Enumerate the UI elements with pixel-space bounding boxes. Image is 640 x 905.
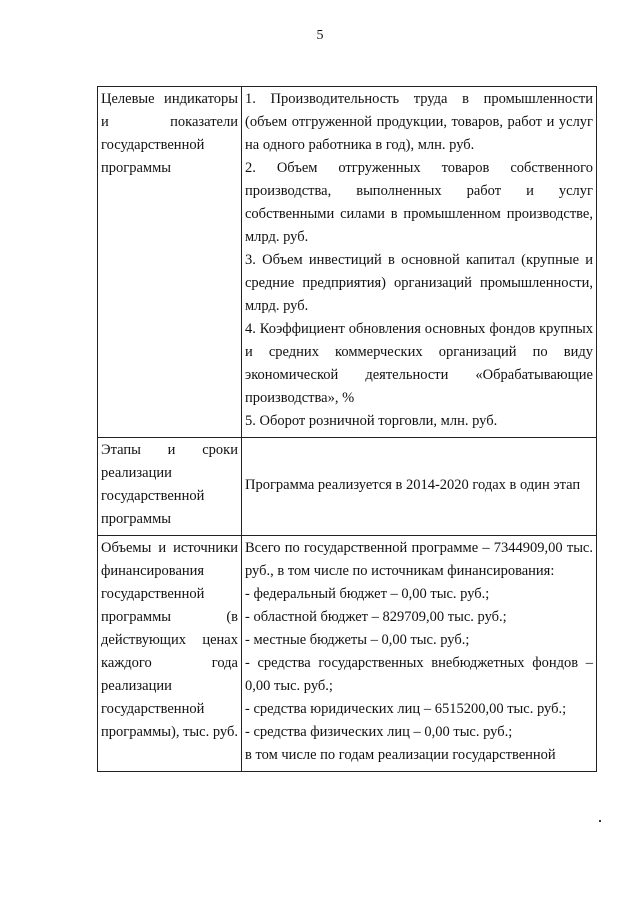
table-row-stages xyxy=(98,438,597,536)
row-label-target-indicators: Целевые индикаторы и показатели государственной программы xyxy=(98,87,242,438)
indicator-item: 4. Коэффициент обновления основных фондов крупных и средних коммерческих организаций по виду экономической деятельности «Обрабатывающие производства», % xyxy=(245,321,593,406)
indicator-item: 2. Объем отгруженных товаров собственного производства, выполненных работ и услуг собственными силами в промышленном производстве, млрд. руб. xyxy=(245,160,593,245)
page-number: 5 xyxy=(316,28,324,43)
stray-dot-mark xyxy=(599,820,601,822)
row-label-stages: Этапы и сроки реализации государственной программы xyxy=(98,438,242,536)
financing-item: в том числе по годам реализации государственной xyxy=(245,747,556,763)
indicator-item: 5. Оборот розничной торговли, млн. руб. xyxy=(245,413,498,429)
financing-item: - средства государственных внебюджетных фондов – 0,00 тыс. руб.; xyxy=(245,655,593,694)
row-value-financing xyxy=(242,536,597,772)
row-label-financing: Объемы и источники финансирования государственной программы (в действующих ценах каждого года реализации государственной программы), тыс. руб. xyxy=(98,536,242,772)
financing-item: - средства физических лиц – 0,00 тыс. руб.; xyxy=(245,724,513,740)
financing-item: Всего по государственной программе – 7344909,00 тыс. руб., в том числе по источникам финансирования: xyxy=(245,540,593,579)
table-row-financing xyxy=(98,536,597,772)
financing-item: - федеральный бюджет – 0,00 тыс. руб.; xyxy=(245,586,490,602)
financing-item: - местные бюджеты – 0,00 тыс. руб.; xyxy=(245,632,470,648)
row-value-stages: Программа реализуется в 2014-2020 годах в один этап xyxy=(242,438,597,536)
row-value-target-indicators xyxy=(242,87,597,438)
financing-item: - средства юридических лиц – 6515200,00 тыс. руб.; xyxy=(245,701,567,717)
financing-item: - областной бюджет – 829709,00 тыс. руб.; xyxy=(245,609,507,625)
indicator-item: 1. Производительность труда в промышленности (объем отгруженной продукции, товаров, работ и услуг на одного работника в год), млн. руб. xyxy=(245,91,593,153)
table-row-target-indicators xyxy=(98,87,597,438)
indicator-item: 3. Объем инвестиций в основной капитал (крупные и средние предприятия) организаций промышленности, млрд. руб. xyxy=(245,252,593,314)
program-passport-table xyxy=(97,86,597,772)
